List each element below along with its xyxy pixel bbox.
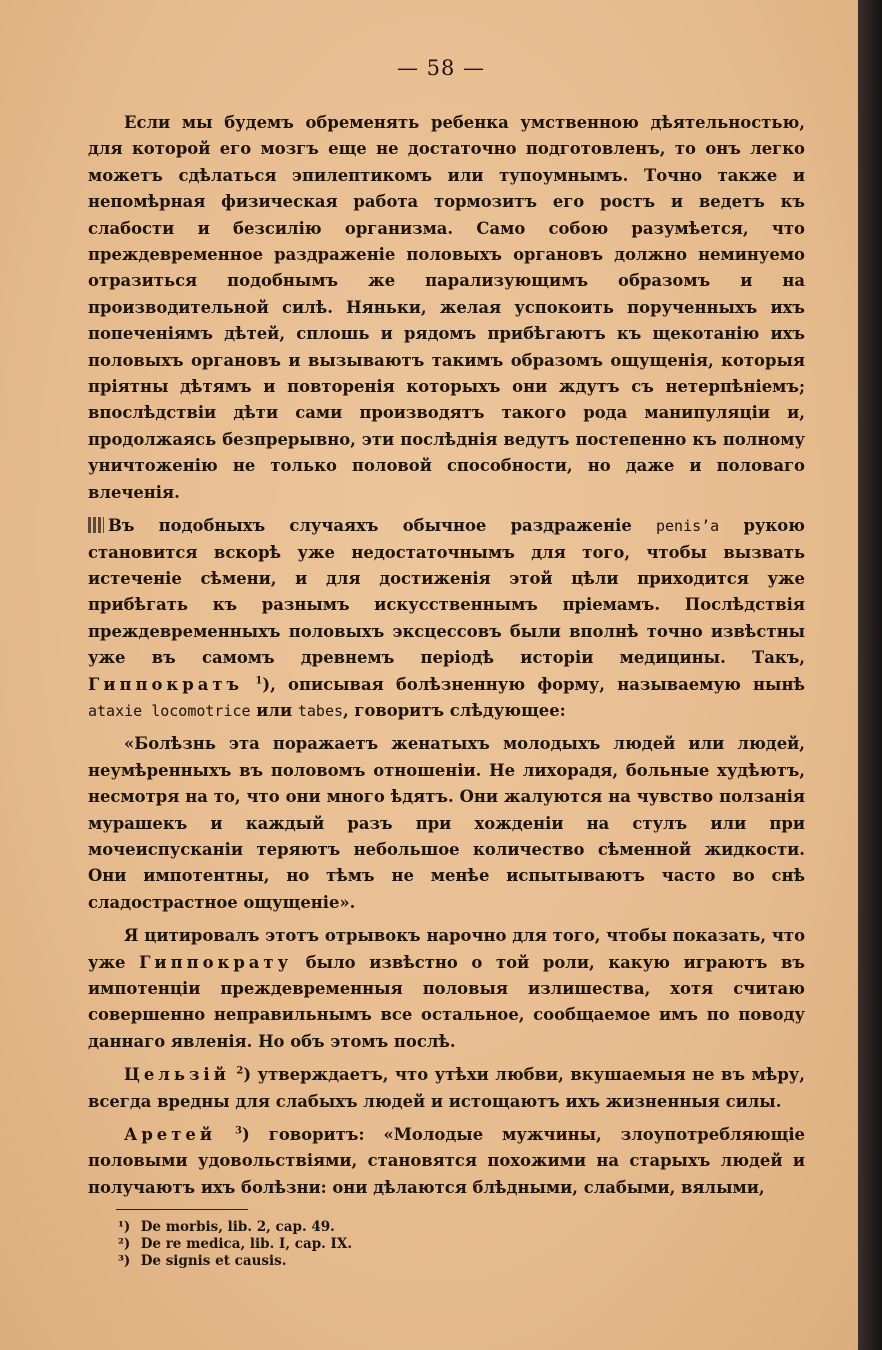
footnote-1: ¹) De morbis, lib. 2, cap. 49.	[118, 1219, 335, 1235]
footnote-ref-2: 2	[236, 1065, 244, 1077]
paragraph-2: Въ подобныхъ случаяхъ обычное раздраженіе penis’a рукою становится вскорѣ уже недостаточнымъ для того, чтобы вызвать истеченіе сѣмени, и для достиженія этой цѣли приходится уже прибѣгать къ разнымъ искусственнымъ пріемамъ. Послѣдствія преждевременныхъ половыхъ эксцессовъ были вполнѣ точно извѣстны уже въ самомъ древнемъ періодѣ исторіи медицины. Такъ, Гиппократъ $^1$), описывая болѣзненную форму, называемую нынѣ ataxie locomotrice или tabes, говоритъ слѣдующее:	[88, 516, 805, 720]
footnote-3: ³) De signis et causis.	[118, 1253, 287, 1269]
latin-term-penis: penis’a	[656, 517, 720, 536]
bracket-mark-icon	[88, 517, 104, 533]
author-name-aretaeus: Аретей	[124, 1125, 216, 1145]
paragraph-6: Аретей $^3$) говоритъ: «Молодые мужчины, злоупотребляющіе половыми удовольствіями, становятся похожими на старыхъ людей и получаютъ ихъ болѣзни: они дѣлаются блѣдными, слабыми, вялыми,	[88, 1125, 805, 1197]
paragraph-3-quote: «Болѣзнь эта поражаетъ женатыхъ молодыхъ людей или людей, неумѣренныхъ въ половомъ отношеніи. Не лихорадя, больные худѣютъ, несмотря на то, что они много ѣдятъ. Они жалуются на чувство ползанія мурашекъ и каждый разъ при хожденіи на стулъ или при мочеиспусканіи теряютъ небольшое количество сѣменной жидкости. Они импотентны, но тѣмъ не менѣе испытываютъ часто во снѣ сладострастное ощущеніе».	[88, 734, 805, 912]
latin-term-ataxie: ataxie locomotrice	[88, 701, 251, 720]
author-name-hippocrates: Гиппократъ	[88, 674, 244, 694]
footnote-2: ²) De re medica, lib. I, cap. IX.	[118, 1236, 353, 1252]
latin-term-tabes: tabes	[297, 701, 344, 720]
paragraph-1: Если мы будемъ обременять ребенка умственною дѣятельностью, для которой его мозгъ еще не достаточно подготовленъ, то онъ легко можетъ сдѣлаться эпилептикомъ или тупоумнымъ. Точно также и непомѣрная физическая работа тормозитъ его ростъ и ведетъ къ слабости и безсилію организма. Само собою разумѣется, что преждевременное раздраженіе половыхъ органовъ должно неминуемо отразиться подобнымъ же парализующимъ образомъ и на производительной силѣ. Няньки, желая успокоить порученныхъ ихъ попеченіямъ дѣтей, сплошь и рядомъ прибѣгаютъ къ щекотанію ихъ половыхъ органовъ и вызываютъ такимъ образомъ ощущенія, которыя пріятны дѣтямъ и повторенія которыхъ они ждутъ съ нетерпѣніемъ; впослѣдствіи дѣти сами производятъ такого рода манипуляціи и, продолжаясь безпрерывно, эти послѣднія ведутъ постепенно къ полному уничтоженію не только половой способности, но даже и половаго влеченія.	[88, 113, 805, 502]
scan-edge-shadow	[858, 0, 882, 1350]
footnote-divider	[116, 1209, 248, 1210]
author-name-hippocrates-dative: Гиппократу	[139, 952, 293, 972]
footnotes	[118, 1219, 352, 1270]
paragraph-4: Я цитировалъ этотъ отрывокъ нарочно для того, чтобы показать, что уже Гиппократу было извѣстно о той роли, какую играютъ въ импотенціи преждевременныя половыя излишества, хотя считаю совершенно неправильнымъ все остальное, сообщаемое имъ по поводу даннаго явленія. Но объ этомъ послѣ.	[88, 926, 805, 1051]
footnote-ref-3: 3	[235, 1125, 242, 1137]
page-number: — 58 —	[396, 56, 486, 80]
footnote-ref-1: 1	[255, 675, 263, 687]
paragraph-5: Цельзій $^2$) утверждаетъ, что утѣхи любви, вкушаемыя не въ мѣру, всегда вредны для слабыхъ людей и истощаютъ ихъ жизненныя силы.	[88, 1065, 805, 1111]
author-name-celsus: Цельзій	[124, 1065, 230, 1085]
body-text	[88, 110, 805, 1208]
